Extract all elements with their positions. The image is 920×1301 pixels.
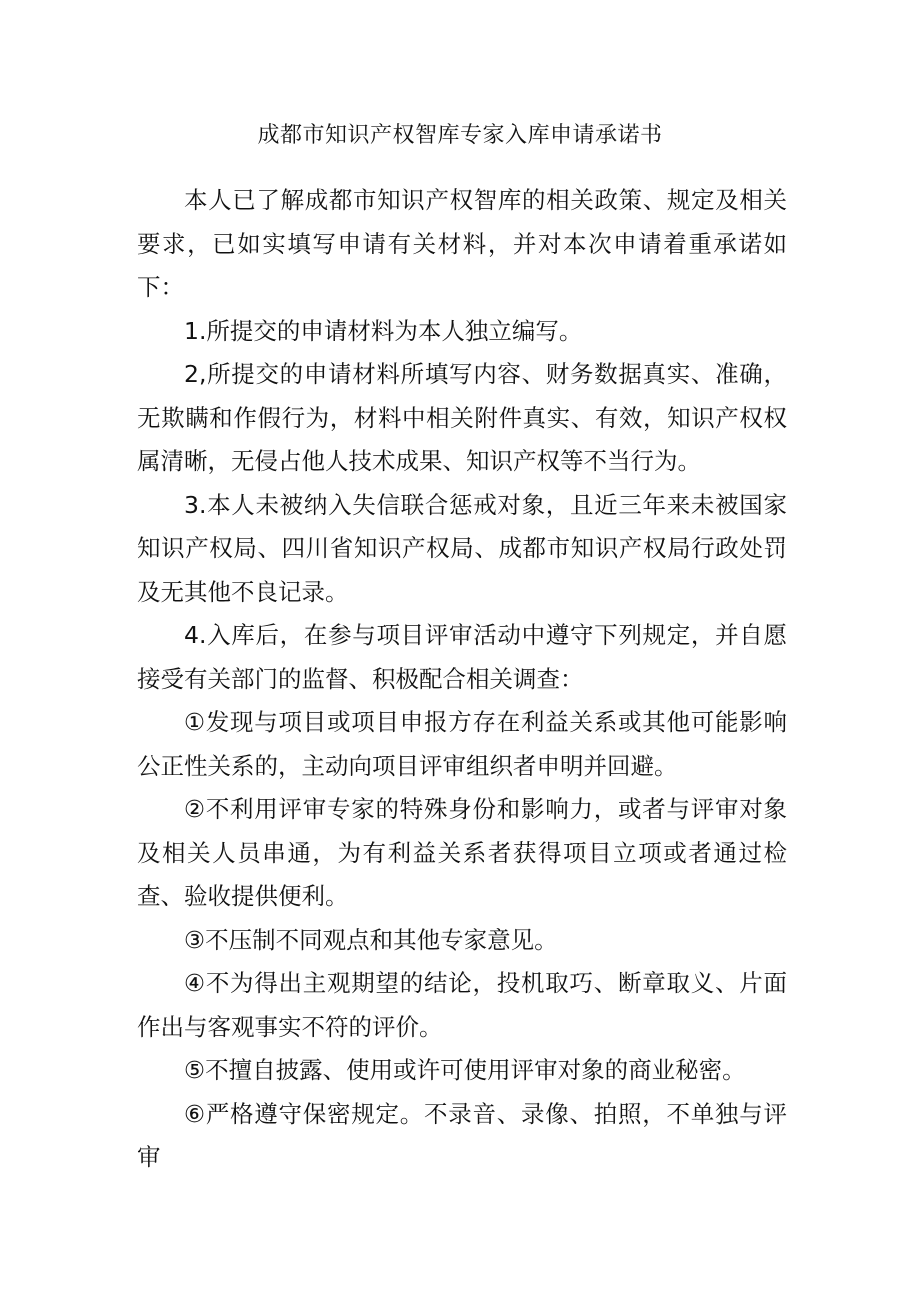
paragraph-item-1: 1.所提交的申请材料为本人独立编写。: [184, 316, 583, 345]
paragraph-subitem-4: ④不为得出主观期望的结论，投机取巧、断章取义、片面作出与客观事实不符的评价。: [137, 969, 787, 1041]
paragraph-intro: 本人已了解成都市知识产权智库的相关政策、规定及相关要求，已如实填写申请有关材料，并对本次申请着重承诺如下：: [137, 186, 787, 301]
paragraph-item-2: 2,所提交的申请材料所填写内容、财务数据真实、准确，无欺瞒和作假行为，材料中相关附件真实、有效，知识产权权属清晰，无侵占他人技术成果、知识产权等不当行为。: [137, 360, 787, 475]
paragraph-subitem-5: ⑤不擅自披露、使用或许可使用评审对象的商业秘密。: [184, 1056, 746, 1084]
document-body: [137, 179, 787, 1180]
paragraph-subitem-6: ⑥严格遵守保密规定。不录音、录像、拍照，不单独与评审: [137, 1099, 787, 1171]
paragraph-subitem-2: ②不利用评审专家的特殊身份和影响力，或者与评审对象及相关人员串通，为有利益关系者获得项目立项或者通过检查、验收提供便利。: [137, 795, 787, 910]
document-title: 成都市知识产权智库专家入库申请承诺书: [257, 123, 663, 148]
paragraph-subitem-1: ①发现与项目或项目申报方存在利益关系或其他可能影响公正性关系的，主动向项目评审组织者申明并回避。: [137, 708, 787, 780]
paragraph-item-3: 3.本人未被纳入失信联合惩戒对象，且近三年来未被国家知识产权局、四川省知识产权局、成都市知识产权局行政处罚及无其他不良记录。: [137, 490, 787, 606]
paragraph-item-4: 4.入库后，在参与项目评审活动中遵守下列规定，并自愿接受有关部门的监督、积极配合相关调查：: [137, 621, 787, 693]
paragraph-subitem-3: ③不压制不同观点和其他专家意见。: [184, 925, 558, 954]
